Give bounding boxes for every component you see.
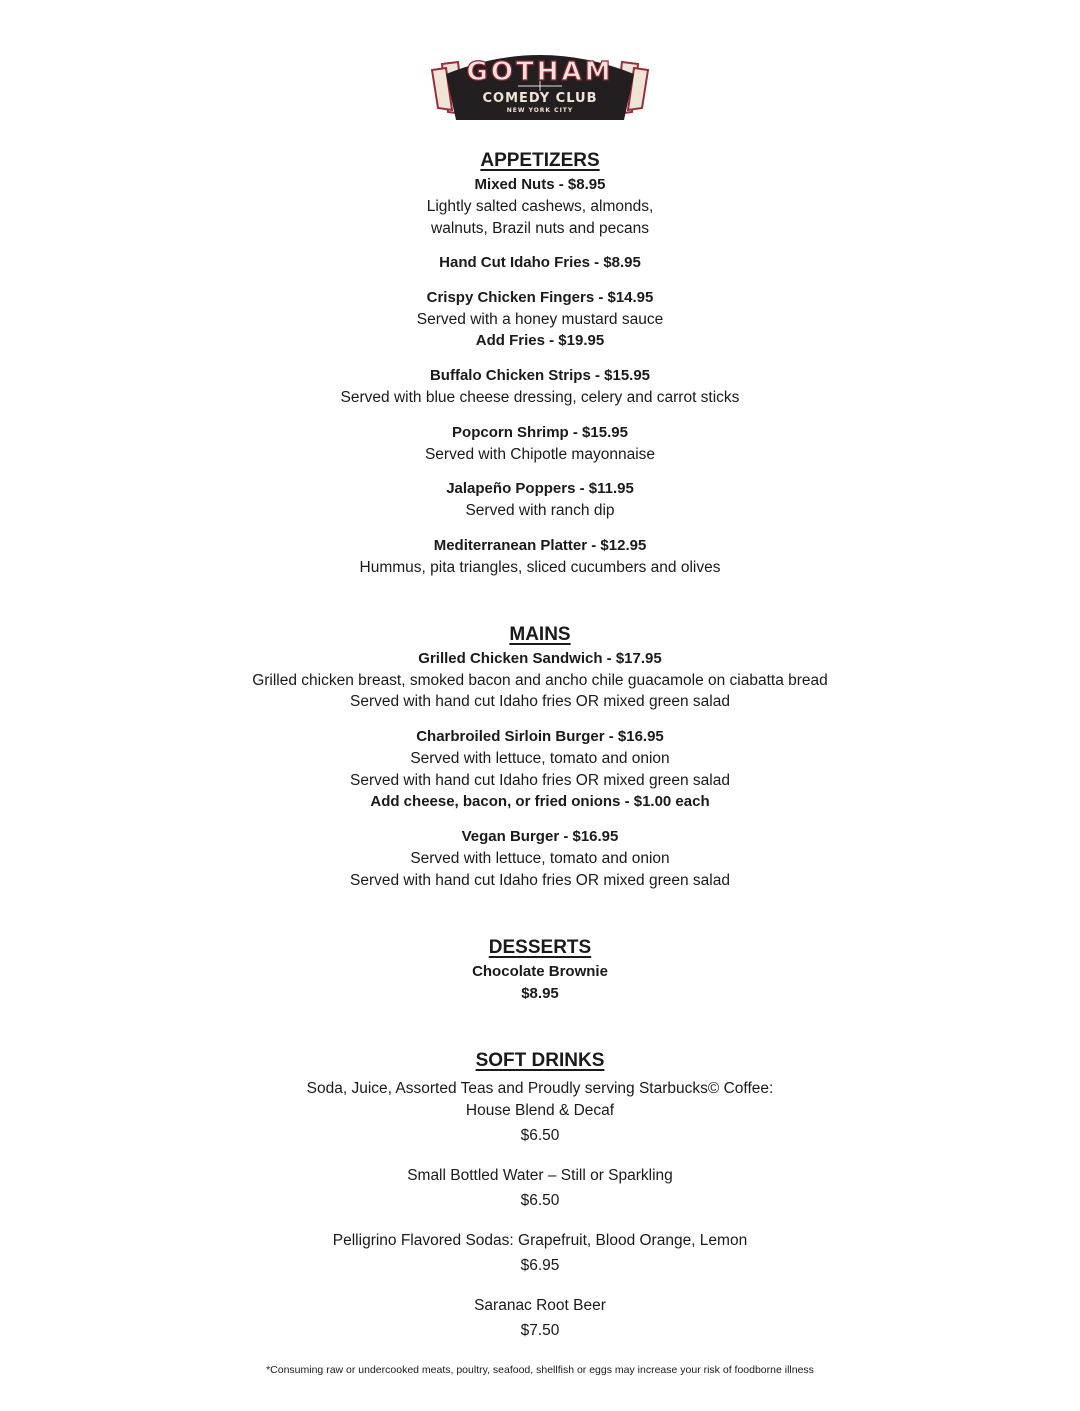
menu-item-description: Grilled chicken breast, smoked bacon and ancho chile guacamole on ciabatta bread (252, 672, 828, 689)
menu-item-description: Served with ranch dip (465, 502, 615, 519)
section-heading-soft-drinks: SOFT DRINKS (475, 1050, 605, 1071)
section-heading-desserts: DESSERTS (488, 937, 592, 958)
drink-price: $6.50 (520, 1192, 560, 1209)
menu-item-name: Charbroiled Sirloin Burger - $16.95 (416, 728, 664, 745)
menu-item-name: Popcorn Shrimp - $15.95 (452, 424, 628, 441)
drink-price: $6.95 (520, 1257, 560, 1274)
section-heading-appetizers: APPETIZERS (480, 150, 600, 171)
menu-item-name: Chocolate Brownie (472, 963, 608, 980)
drink-price: $7.50 (520, 1322, 560, 1339)
menu-item-addon: Add cheese, bacon, or fried onions - $1.00 each (370, 793, 710, 810)
section-heading-mains: MAINS (509, 624, 571, 645)
logo-graphic-icon (428, 44, 652, 122)
drink-description: Pelligrino Flavored Sodas: Grapefruit, Blood Orange, Lemon (332, 1232, 748, 1249)
menu-item-name: Mediterranean Platter - $12.95 (433, 537, 647, 554)
menu-item-name: Mixed Nuts - $8.95 (474, 176, 606, 193)
menu-item-name: Grilled Chicken Sandwich - $17.95 (418, 650, 662, 667)
menu-item-description: Hummus, pita triangles, sliced cucumbers and olives (359, 559, 721, 576)
menu-item-description: Served with hand cut Idaho fries OR mixed green salad (350, 772, 730, 789)
menu-item-name: Jalapeño Poppers - $11.95 (446, 480, 634, 497)
drink-description: Saranac Root Beer (474, 1297, 606, 1314)
menu-item-description: walnuts, Brazil nuts and pecans (431, 220, 649, 237)
menu-item-name: Vegan Burger - $16.95 (461, 828, 619, 845)
menu-item-description: Served with hand cut Idaho fries OR mixed green salad (350, 872, 730, 889)
menu-item-name: Crispy Chicken Fingers - $14.95 (426, 289, 654, 306)
menu-item-price: $8.95 (521, 985, 559, 1002)
svg-text:COMEDY CLUB: COMEDY CLUB (482, 91, 598, 106)
gotham-comedy-club-logo (428, 44, 652, 122)
menu-item-addon: Add Fries - $19.95 (475, 332, 605, 349)
drink-description: Small Bottled Water – Still or Sparkling (407, 1167, 673, 1184)
menu-item-name: Buffalo Chicken Strips - $15.95 (429, 367, 651, 384)
menu-item-description: Served with lettuce, tomato and onion (410, 850, 670, 867)
menu-item-description: Lightly salted cashews, almonds, (426, 198, 654, 215)
svg-text:NEW YORK CITY: NEW YORK CITY (506, 107, 574, 114)
svg-text:GOTHAM: GOTHAM (466, 57, 614, 87)
drink-description: House Blend & Decaf (465, 1102, 615, 1119)
menu-item-description: Served with Chipotle mayonnaise (424, 446, 656, 463)
foodborne-illness-disclaimer: *Consuming raw or undercooked meats, poultry, seafood, shellfish or eggs may increase your risk of foodborne illness (266, 1364, 814, 1376)
menu-item-description: Served with hand cut Idaho fries OR mixed green salad (350, 693, 730, 710)
drink-description: Soda, Juice, Assorted Teas and Proudly serving Starbucks© Coffee: (306, 1080, 774, 1097)
menu-item-name: Hand Cut Idaho Fries - $8.95 (439, 254, 641, 271)
menu-item-description: Served with lettuce, tomato and onion (410, 750, 670, 767)
drink-price: $6.50 (520, 1127, 560, 1144)
menu-item-description: Served with blue cheese dressing, celery and carrot sticks (340, 389, 740, 406)
menu-item-description: Served with a honey mustard sauce (416, 311, 664, 328)
